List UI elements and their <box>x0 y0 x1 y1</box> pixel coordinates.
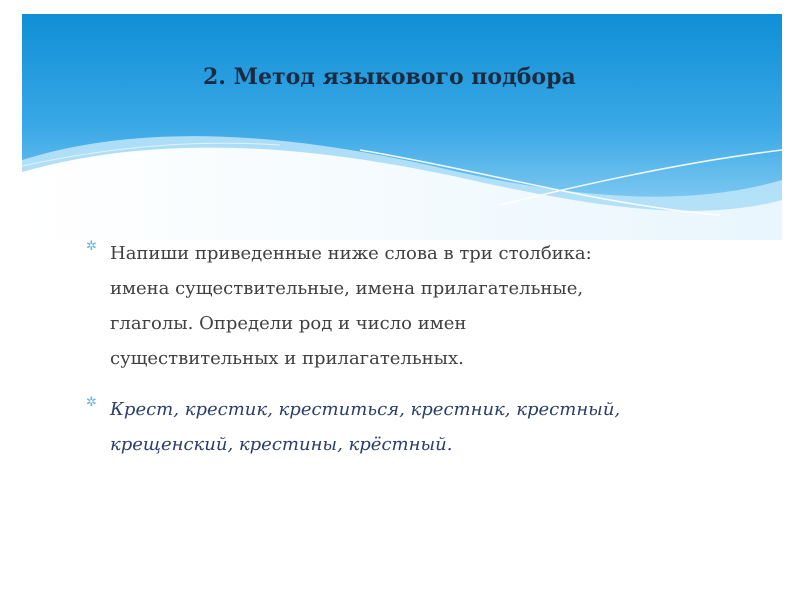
slide-content <box>86 236 726 478</box>
bullet-instruction <box>86 236 726 376</box>
asterisk-bullet-icon: ✲ <box>86 239 97 254</box>
slide-title: 2. Метод языкового подбора <box>203 64 576 90</box>
bullet-word-list <box>86 392 726 462</box>
bullet-line: существительных и прилагательных. <box>110 348 464 369</box>
bullet-line: глаголы. Определи род и число имен <box>110 313 467 334</box>
bullet-line: Крест, крестик, креститься, крестник, крестный, <box>110 399 621 420</box>
bullet-line: имена существительные, имена прилагательные, <box>110 278 584 299</box>
bullet-line: крещенский, крестины, крёстный. <box>110 434 453 455</box>
bullet-line: Напиши приведенные ниже слова в три столбика: <box>110 243 592 264</box>
asterisk-bullet-icon: ✲ <box>86 395 97 410</box>
